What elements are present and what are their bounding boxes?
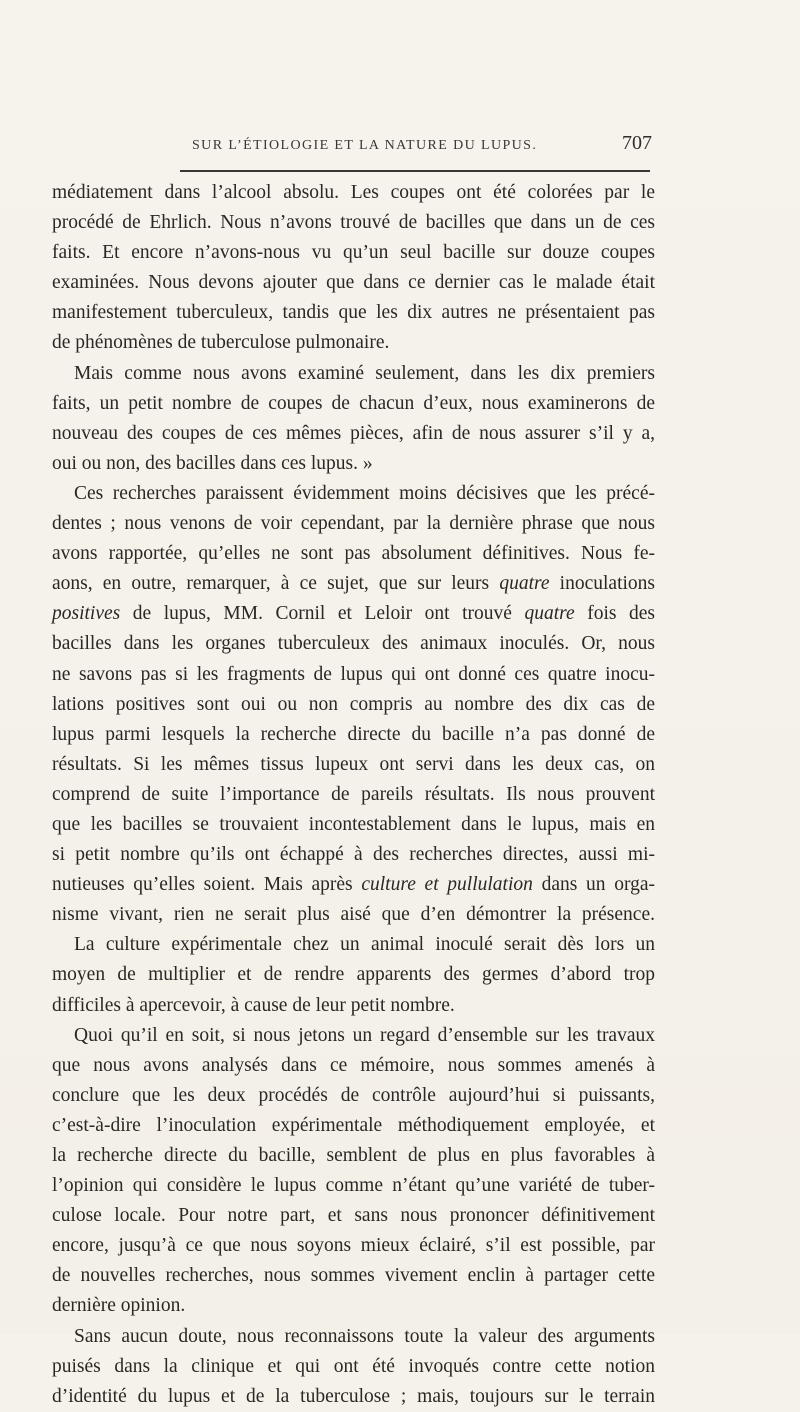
text-segment: lations positives sont oui ou non compris au nombre des dix cas de <box>52 693 655 715</box>
text-segment: faits, un petit nombre de coupes de chacun d’eux, nous examinerons de <box>52 392 655 414</box>
running-title: SUR L’ÉTIOLOGIE ET LA NATURE DU LUPUS. <box>192 138 538 153</box>
text-segment: que nous avons analysés dans ce mémoire, nous sommes amenés à <box>52 1054 655 1076</box>
text-line <box>52 930 655 960</box>
header-rule <box>180 170 650 172</box>
text-segment: dans un orga- <box>532 874 655 896</box>
text-segment: encore, jusqu’à ce que nous soyons mieux éclairé, s’il est possible, par <box>52 1235 655 1257</box>
text-line <box>52 840 655 870</box>
text-segment: de phénomènes de tuberculose pulmonaire. <box>52 332 390 354</box>
italic-text: quatre <box>524 603 575 625</box>
text-line <box>52 1111 655 1141</box>
text-segment: dentes ; nous venons de voir cependant, par la dernière phrase que nous <box>52 513 655 535</box>
text-line <box>52 238 655 268</box>
text-line <box>52 599 655 629</box>
text-line <box>52 870 655 900</box>
text-segment: inoculations <box>549 573 655 595</box>
text-segment: que les bacilles se trouvaient incontestablement dans le lupus, mais en <box>52 813 655 835</box>
italic-text: quatre <box>499 573 550 595</box>
text-segment: procédé de Ehrlich. Nous n’avons trouvé de bacilles que dans un de ces <box>52 212 655 234</box>
text-line <box>52 1081 655 1111</box>
text-segment: médiatement dans l’alcool absolu. Les coupes ont été colorées par le <box>52 182 655 203</box>
text-segment: nouveau des coupes de ces mêmes pièces, afin de nous assurer s’il y a, <box>52 422 655 444</box>
text-line <box>52 1051 655 1081</box>
text-segment: Mais comme nous avons examiné seulement, dans les dix premiers <box>74 362 655 384</box>
text-line <box>52 328 655 358</box>
text-line <box>52 629 655 659</box>
text-line <box>52 1021 655 1051</box>
text-segment: culose locale. Pour notre part, et sans nous prononcer définitivement <box>52 1205 655 1227</box>
text-line <box>52 509 655 539</box>
text-segment: conclure que les deux procédés de contrôle aujourd’hui si puissants, <box>52 1084 655 1106</box>
running-header <box>160 132 652 156</box>
text-line <box>52 449 655 479</box>
text-line <box>52 389 655 419</box>
text-segment: d’identité du lupus et de la tuberculose ; mais, toujours sur le terrain <box>52 1385 655 1407</box>
text-line <box>52 1261 655 1291</box>
text-line <box>52 208 655 238</box>
text-segment: nisme vivant, rien ne serait plus aisé que d’en démontrer la présence. <box>52 904 655 926</box>
text-line <box>52 1201 655 1231</box>
text-line <box>52 1382 655 1412</box>
text-segment: Ces recherches paraissent évidemment moins décisives que les précé- <box>74 482 655 504</box>
text-segment: moyen de multiplier et de rendre apparents des germes d’abord trop <box>52 964 655 986</box>
text-segment: La culture expérimentale chez un animal inoculé serait dès lors un <box>74 934 655 956</box>
text-segment: bacilles dans les organes tuberculeux des animaux inoculés. Or, nous <box>52 633 655 655</box>
text-segment: si petit nombre qu’ils ont échappé à des recherches directes, aussi mi- <box>52 844 655 866</box>
text-line <box>52 268 655 298</box>
text-segment: faits. Et encore n’avons-nous vu qu’un seul bacille sur douze coupes <box>52 242 655 264</box>
text-segment: la recherche directe du bacille, semblent de plus en plus favorables à <box>52 1145 655 1166</box>
text-line <box>52 690 655 720</box>
text-line <box>52 479 655 509</box>
text-line <box>52 569 655 599</box>
text-line <box>52 810 655 840</box>
text-segment: résultats. Si les mêmes tissus lupeux ont servi dans les deux cas, on <box>52 753 655 775</box>
text-line <box>52 750 655 780</box>
italic-text: positives <box>52 603 121 625</box>
text-segment: difficiles à apercevoir, à cause de leur petit nombre. <box>52 994 455 1016</box>
text-segment: de nouvelles recherches, nous sommes vivement enclin à partager cette <box>52 1265 655 1287</box>
text-line <box>52 359 655 389</box>
text-segment: dernière opinion. <box>52 1295 186 1317</box>
text-segment: oui ou non, des bacilles dans ces lupus. » <box>52 452 373 474</box>
body-text <box>52 178 655 1412</box>
text-segment: examinées. Nous devons ajouter que dans ce dernier cas le malade était <box>52 272 655 294</box>
text-segment: de lupus, MM. Cornil et Leloir ont trouvé <box>120 603 525 625</box>
text-line <box>52 539 655 569</box>
text-line <box>52 1141 655 1171</box>
text-segment: avons rapportée, qu’elles ne sont pas absolument définitives. Nous fe- <box>52 543 655 565</box>
text-segment: l’opinion qui considère le lupus comme n’étant qu’une variété de tuber- <box>52 1175 655 1197</box>
text-line <box>52 298 655 328</box>
text-line <box>52 1291 655 1321</box>
text-line <box>52 178 655 208</box>
text-segment: fois des <box>574 603 655 625</box>
text-line <box>52 1352 655 1382</box>
text-line <box>52 660 655 690</box>
text-line <box>52 780 655 810</box>
text-segment: aons, en outre, remarquer, à ce sujet, que sur leurs <box>52 573 500 595</box>
text-line <box>52 900 655 930</box>
page-number: 707 <box>622 132 652 154</box>
text-segment: Sans aucun doute, nous reconnaissons toute la valeur des arguments <box>74 1325 655 1347</box>
text-segment: nutieuses qu’elles soient. Mais après <box>52 874 362 896</box>
text-line <box>52 1231 655 1261</box>
text-segment: comprend de suite l’importance de pareils résultats. Ils nous prouvent <box>52 783 655 805</box>
text-segment: puisés dans la clinique et qui ont été invoqués contre cette notion <box>52 1355 655 1377</box>
text-segment: Quoi qu’il en soit, si nous jetons un regard d’ensemble sur les travaux <box>74 1024 655 1046</box>
italic-text: culture et pullulation <box>361 874 533 896</box>
text-line <box>52 720 655 750</box>
text-segment: manifestement tuberculeux, tandis que les dix autres ne présentaient pas <box>52 302 655 324</box>
text-line <box>52 1322 655 1352</box>
text-segment: lupus parmi lesquels la recherche directe du bacille n’a pas donné de <box>52 723 655 745</box>
text-segment: c’est-à-dire l’inoculation expérimentale méthodiquement employée, et <box>52 1114 655 1136</box>
text-line <box>52 960 655 990</box>
text-line <box>52 991 655 1021</box>
text-segment: ne savons pas si les fragments de lupus qui ont donné ces quatre inocu- <box>52 663 655 685</box>
text-line <box>52 1171 655 1201</box>
text-line <box>52 419 655 449</box>
